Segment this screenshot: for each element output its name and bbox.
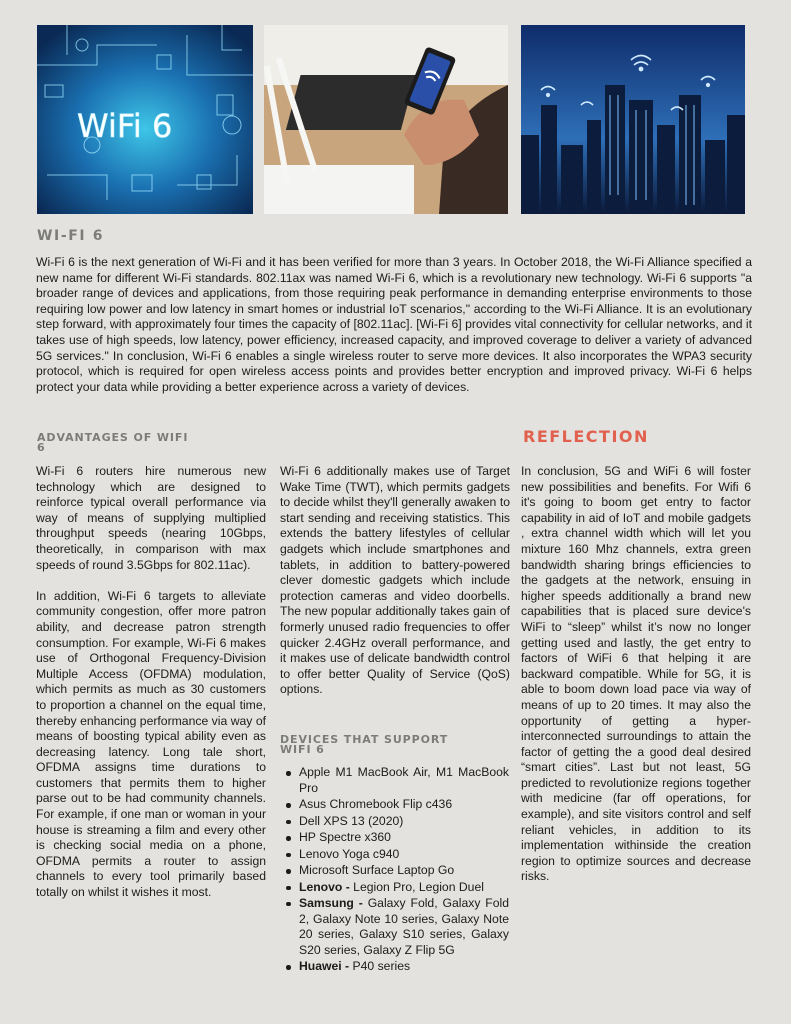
- city-skyline-image: [521, 25, 745, 214]
- reflection-heading: REFLECTION: [523, 427, 649, 446]
- devices-list: [299, 765, 509, 976]
- advantages-heading: ADVANTAGES OF WIFI 6: [37, 431, 189, 454]
- device-item: HP Spectre x360: [299, 830, 509, 846]
- device-item: Asus Chromebook Flip c436: [299, 797, 509, 813]
- advantages-paragraph-3: Wi-Fi 6 additionally makes use of Target Wake Time (TWT), which permits gadgets to decide whilst they'll generally awaken to start sending and receiving statistics. This extends the battery lifestyles of cellular gadgets which include smartphones and tablets, in addition to battery-powered clever domestic gadgets which include protection cameras and video doorbells. The new popular additionally takes gain of formerly unused radio frequencies to offer quicker 2.4GHz overall performance, and it makes use of delicate bandwidth control to offer better Quality of Service (QoS) options.: [280, 464, 510, 697]
- intro-paragraph: Wi-Fi 6 is the next generation of Wi-Fi and it has been verified for more than 3 years. In October 2018, the Wi-Fi Alliance specified a new name for different Wi-Fi standards. 802.11ax was named Wi-Fi 6, which is a revolutionary new technology. Wi-Fi 6 supports "a broader range of devices and applications, from those requiring peak performance in demanding enterprise environments to those requiring low power and low latency in smart homes or industrial IoT scenarios," according to the Wi-Fi Alliance. It is an evolutionary step forward, with approximately four times the capacity of [802.11ac]. [Wi-Fi 6] provides vital connectivity for cellular networks, and it takes use of high speeds, low latency, power efficiency, increased capacity, and improved coverage to deliver a variety of advanced 5G services." In conclusion, Wi-Fi 6 enables a single wireless router to serve more devices. It also incorporates the WPA3 security protocol, which is required for open wireless access points and provides better encryption and improved privacy. Wi-Fi 6 helps protect your data while providing a better experience across a variety of devices.: [36, 255, 752, 394]
- device-item: Microsoft Surface Laptop Go: [299, 863, 509, 879]
- device-item: Huawei - P40 series: [299, 959, 509, 975]
- devices-heading: DEVICES THAT SUPPORT WIFI 6: [280, 733, 449, 756]
- wifi6-graphic-text: WiFi 6: [77, 107, 173, 145]
- reflection-column: [521, 464, 751, 885]
- advantages-column-1: [36, 464, 266, 901]
- device-item: Apple M1 MacBook Air, M1 MacBook Pro: [299, 765, 509, 795]
- device-item: Lenovo - Legion Pro, Legion Duel: [299, 880, 509, 896]
- advantages-column-2: [280, 464, 510, 698]
- device-item: Dell XPS 13 (2020): [299, 814, 509, 830]
- wifi6-heading: WI-FI 6: [37, 228, 105, 244]
- device-item: Samsung - Galaxy Fold, Galaxy Fold 2, Galaxy Note 10 series, Galaxy Note 20 series, Galaxy S10 series, Galaxy S20 series, Galaxy Z Flip 5G: [299, 895, 510, 957]
- advantages-paragraph-2: In addition, Wi-Fi 6 targets to alleviate community congestion, offer more patron ability, and decrease patron strength consumption. For example, Wi-Fi 6 makes use of Orthogonal Frequency-Division Multiple Access (OFDMA) modulation, which permits as much as 30 customers to proportion a channel on the equal time, thereby enhancing performance via way of means of boosting typical ability even as decreasing latency. Long tale short, OFDMA assigns time durations to customers that permits them to higher parse out to be had community channels. For example, if one man or woman in your house is streaming a film and every other is checking social media on a phone, OFDMA permits a router to assign channels to every tool primarily based totally on whilst it wishes it most.: [36, 588, 266, 900]
- device-item: Lenovo Yoga c940: [299, 847, 509, 863]
- smartphone-router-image: [264, 25, 508, 214]
- reflection-paragraph: In conclusion, 5G and WiFi 6 will foster new possibilities and benefits. For Wifi 6 it's going to boom get entry to factor capability in aid of IoT and mobile gadgets , extra channel width which will let you mixture 160 Mhz channels, extra green bandwidth sharing brings efficiencies to the gadgets at the network, ensuing in higher speeds additionally a brand new capabilities that is placed sure device's WiFi to “sleep” whilst it’s now no longer getting used and lastly, the get entry to factors of WiFi 6 that helping it are backward compatible. While for 5G, it is able to boom down load pace via way of means of up to 20 times. It may also the opportunity of getting a hyper-interconnected surroundings to attain the factor of getting the a good deal desired “smart cities”. Last but not least, 5G predicted to revolutionize regions together with medicine (far off operations, for example), and site visitors control and self reliant vehicles, in addition to its implementation withinside the creation region to optimize sources and decrease risks.: [521, 464, 751, 884]
- advantages-paragraph-1: Wi-Fi 6 routers hire numerous new technology which are designed to reinforce typical overall performance via way of means of supplying multiplied throughput speeds (nearing 10Gbps, theoretically, in comparison with max speeds of round 3.5Gbps for 802.11ac).: [36, 464, 266, 572]
- wifi6-graphic-image: [37, 25, 253, 214]
